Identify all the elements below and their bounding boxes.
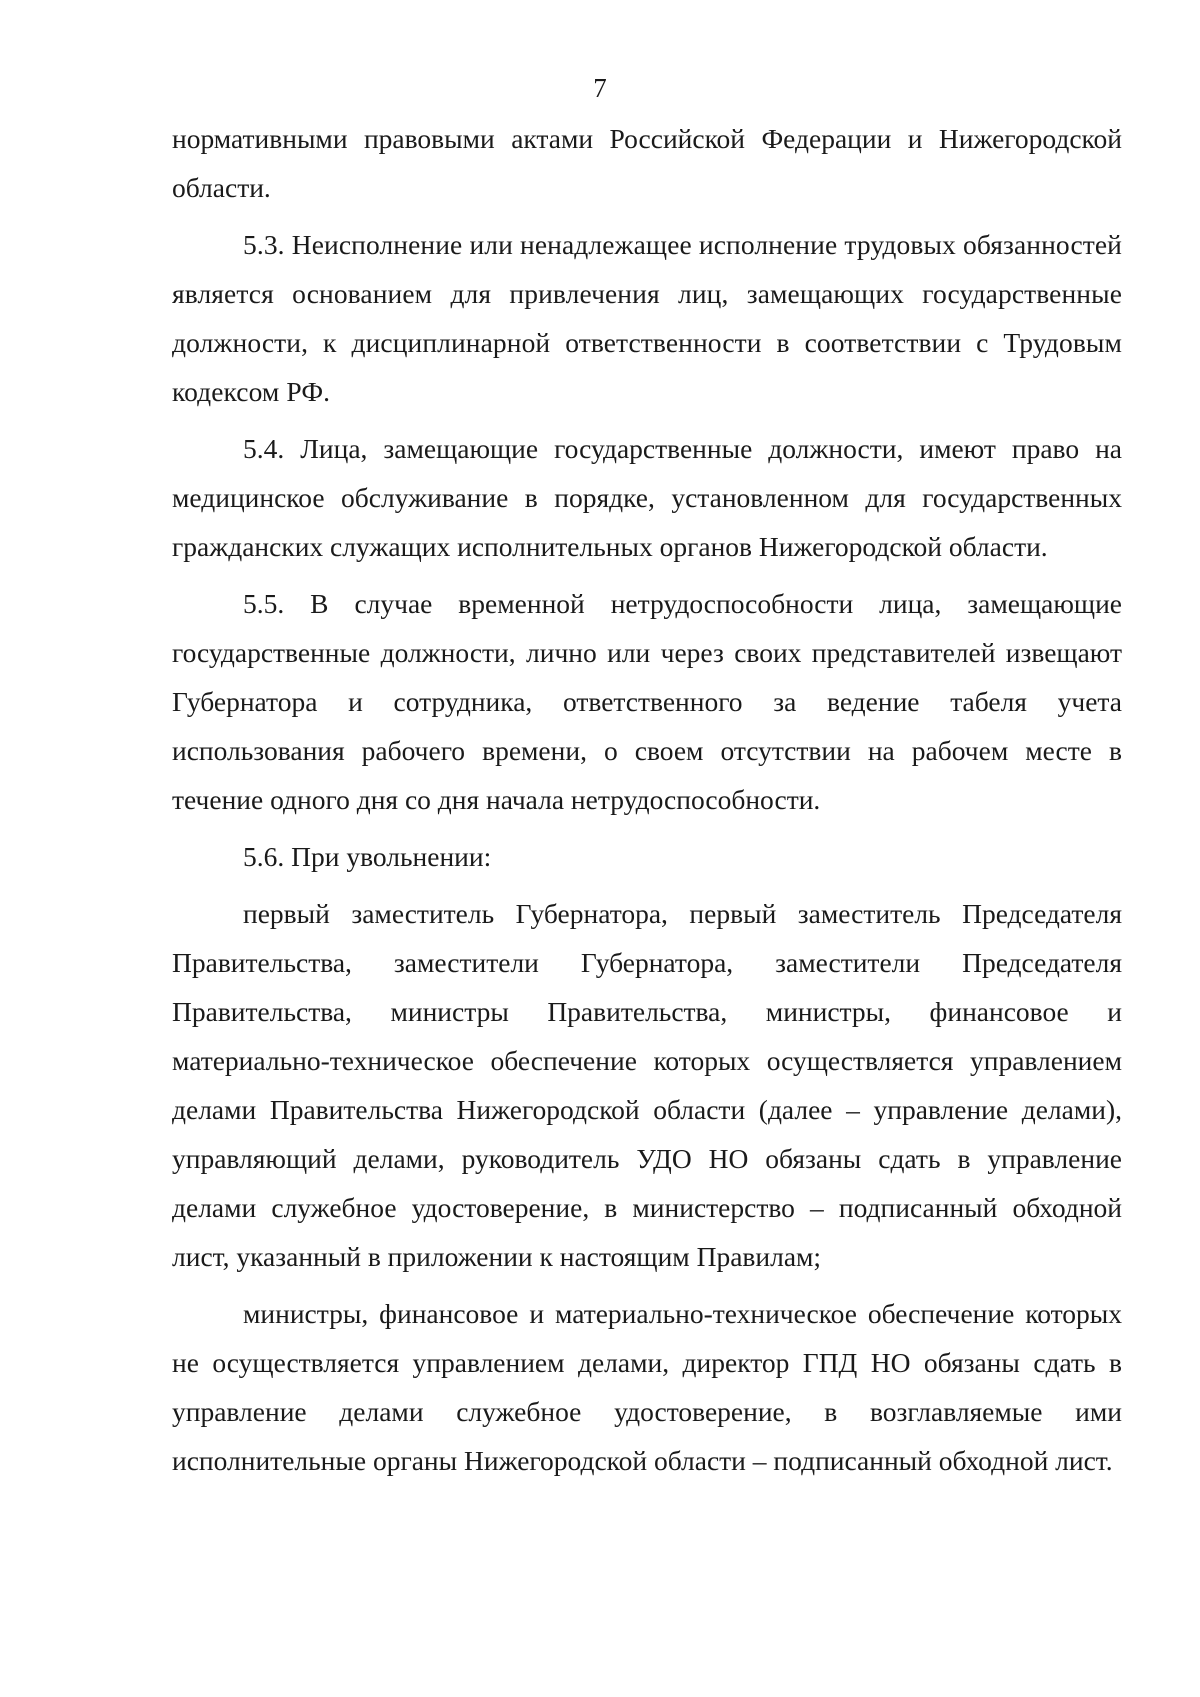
- paragraph-5-4: 5.4. Лица, замещающие государственные должности, имеют право на медицинское обслуживание в порядке, установленном для государственных гражданских служащих исполнительных органов Нижегородской области.: [172, 433, 1122, 562]
- paragraph-5-3: 5.3. Неисполнение или ненадлежащее исполнение трудовых обязанностей является основанием для привлечения лиц, замещающих государственные должности, к дисциплинарной ответственности в соответствии с Трудовым кодексом РФ.: [172, 229, 1122, 407]
- paragraph-continuation: нормативными правовыми актами Российской Федерации и Нижегородской области.: [172, 123, 1122, 203]
- paragraph-dismissal-second: министры, финансовое и материально-техническое обеспечение которых не осуществляется управлением делами, директор ГПД НО обязаны сдать в управление делами служебное удостоверение, в возглавляемые ими исполнительные органы Нижегородской области – подписанный обходной лист.: [172, 1298, 1122, 1476]
- page-number: 7: [593, 73, 607, 103]
- document-body: [172, 114, 1122, 1485]
- paragraph-5-6: 5.6. При увольнении:: [243, 841, 492, 872]
- paragraph-dismissal-first: первый заместитель Губернатора, первый заместитель Председателя Правительства, заместители Губернатора, заместители Председателя Правительства, министры Правительства, министры, финансовое и материально-техническое обеспечение которых осуществляется управлением делами Правительства Нижегородской области (далее – управление делами), управляющий делами, руководитель УДО НО обязаны сдать в управление делами служебное удостоверение, в министерство – подписанный обходной лист, указанный в приложении к настоящим Правилам;: [172, 898, 1122, 1272]
- paragraph-5-5: 5.5. В случае временной нетрудоспособности лица, замещающие государственные должности, лично или через своих представителей извещают Губернатора и сотрудника, ответственного за ведение табеля учета использования рабочего времени, о своем отсутствии на рабочем месте в течение одного дня со дня начала нетрудоспособности.: [172, 588, 1122, 815]
